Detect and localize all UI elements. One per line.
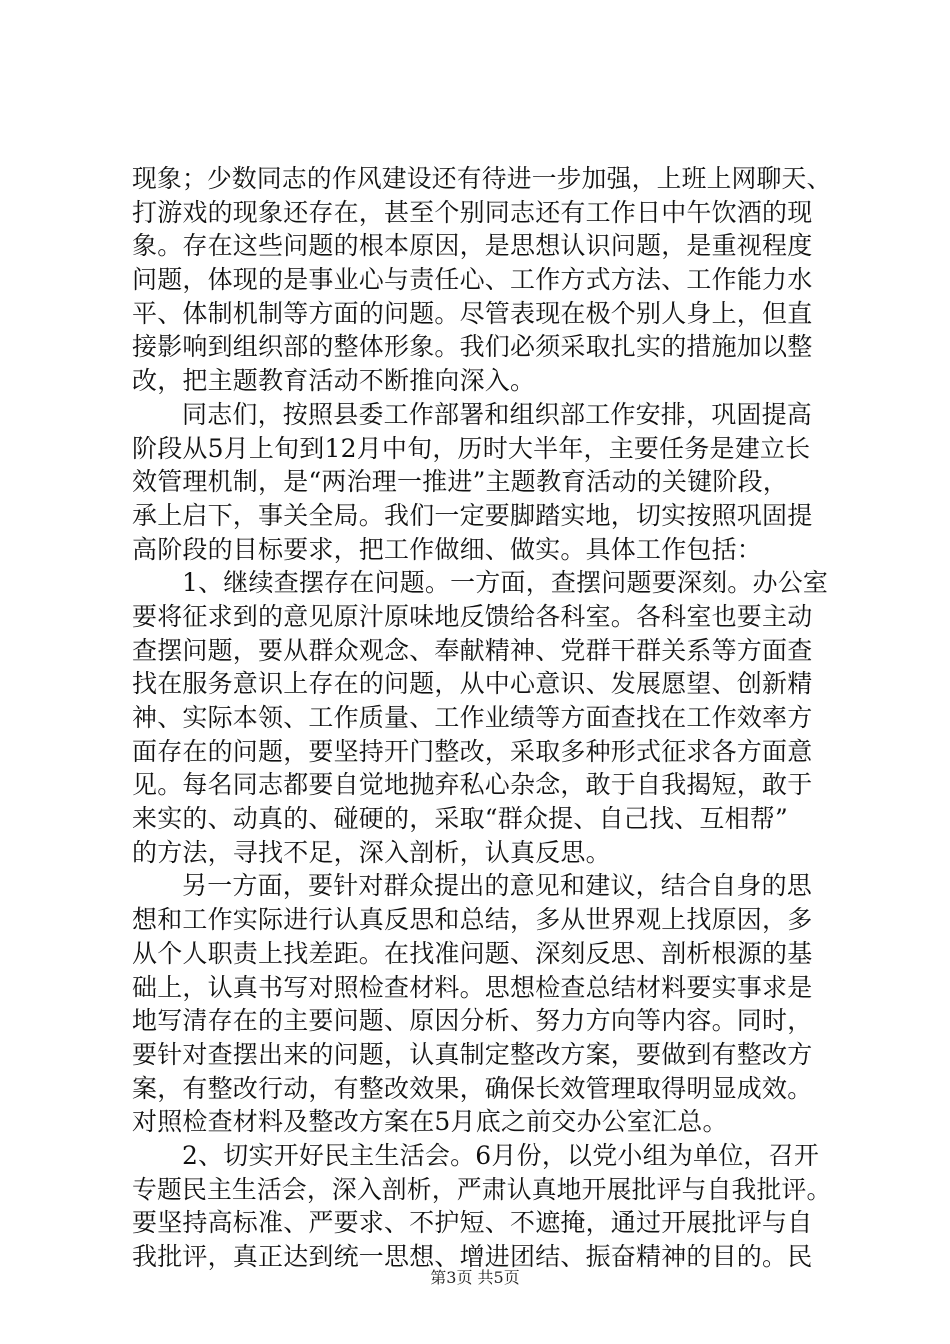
- text-line: 高阶段的目标要求，把工作做细、做实。具体工作包括：: [132, 534, 763, 564]
- text-line: 要将征求到的意见原汁原味地反馈给各科室。各科室也要主动: [132, 601, 813, 631]
- text-line: 找在服务意识上存在的问题，从中心意识、发展愿望、创新精: [132, 669, 813, 699]
- text-line: 地写清存在的主要问题、原因分析、努力方向等内容。同时，: [132, 1006, 813, 1036]
- text-line: 要针对查摆出来的问题，认真制定整改方案，要做到有整改方: [132, 1039, 813, 1069]
- text-line: 专题民主生活会，深入剖析，严肃认真地开展批评与自我批评。: [132, 1174, 832, 1204]
- text-line: 神、实际本领、工作质量、工作业绩等方面查找在工作效率方: [132, 703, 813, 732]
- text-line: 问题，体现的是事业心与责任心、工作方式方法、工作能力水: [132, 265, 813, 295]
- paragraph-first-line: 同志们，按照县委工作部署和组织部工作安排，巩固提高: [182, 399, 813, 429]
- text-line: 平、体制机制等方面的问题。尽管表现在极个别人身上，但直: [132, 298, 813, 328]
- text-line: 现象；少数同志的作风建设还有待进一步加强，上班上网聊天、: [132, 164, 832, 193]
- text-line: 对照检查材料及整改方案在5月底之前交办公室汇总。: [132, 1107, 728, 1137]
- text-line: 接影响到组织部的整体形象。我们必须采取扎实的措施加以整: [132, 332, 813, 362]
- text-line: 从个人职责上找差距。在找准问题、深刻反思、剖析根源的基: [132, 938, 813, 968]
- text-line: 承上启下，事关全局。我们一定要脚踏实地，切实按照巩固提: [132, 500, 813, 530]
- text-line: 见。每名同志都要自觉地抛弃私心杂念，敢于自我揭短，敢于: [132, 770, 813, 800]
- text-line: 打游戏的现象还存在，甚至个别同志还有工作日中午饮酒的现: [132, 197, 813, 227]
- text-line: 象。存在这些问题的根本原因，是思想认识问题，是重视程度: [132, 231, 813, 261]
- text-line: 的方法，寻找不足，深入剖析，认真反思。: [132, 837, 611, 867]
- paragraph-first-line: 2、切实开好民主生活会。6月份，以党小组为单位，召开: [182, 1140, 820, 1170]
- page-number-footer: 第3页 共5页: [430, 1268, 520, 1287]
- text-line: 改，把主题教育活动不断推向深入。: [132, 366, 536, 396]
- text-line: 效管理机制，是“两治理一推进”主题教育活动的关键阶段，: [132, 467, 788, 497]
- body-text: [132, 162, 832, 1274]
- paragraph-first-line: 1、继续查摆存在问题。一方面，查摆问题要深刻。办公室: [182, 568, 829, 598]
- text-line: 要坚持高标准、严要求、不护短、不遮掩，通过开展批评与自: [132, 1208, 813, 1238]
- text-line: 来实的、动真的、碰硬的，采取“群众提、自己找、互相帮”: [132, 804, 788, 834]
- text-line: 面存在的问题，要坚持开门整改，采取多种形式征求各方面意: [132, 736, 813, 766]
- text-line: 想和工作实际进行认真反思和总结，多从世界观上找原因，多: [132, 905, 813, 935]
- paragraph-first-line: 另一方面，要针对群众提出的意见和建议，结合自身的思: [182, 871, 813, 901]
- text-line: 我批评，真正达到统一思想、增进团结、振奋精神的目的。民: [132, 1242, 813, 1271]
- text-line: 案，有整改行动，有整改效果，确保长效管理取得明显成效。: [132, 1073, 813, 1103]
- text-line: 阶段从5月上旬到12月中旬，历时大半年，主要任务是建立长: [132, 433, 811, 463]
- text-line: 查摆问题，要从群众观念、奉献精神、党群干群关系等方面查: [132, 635, 813, 665]
- text-line: 础上，认真书写对照检查材料。思想检查总结材料要实事求是: [132, 972, 813, 1002]
